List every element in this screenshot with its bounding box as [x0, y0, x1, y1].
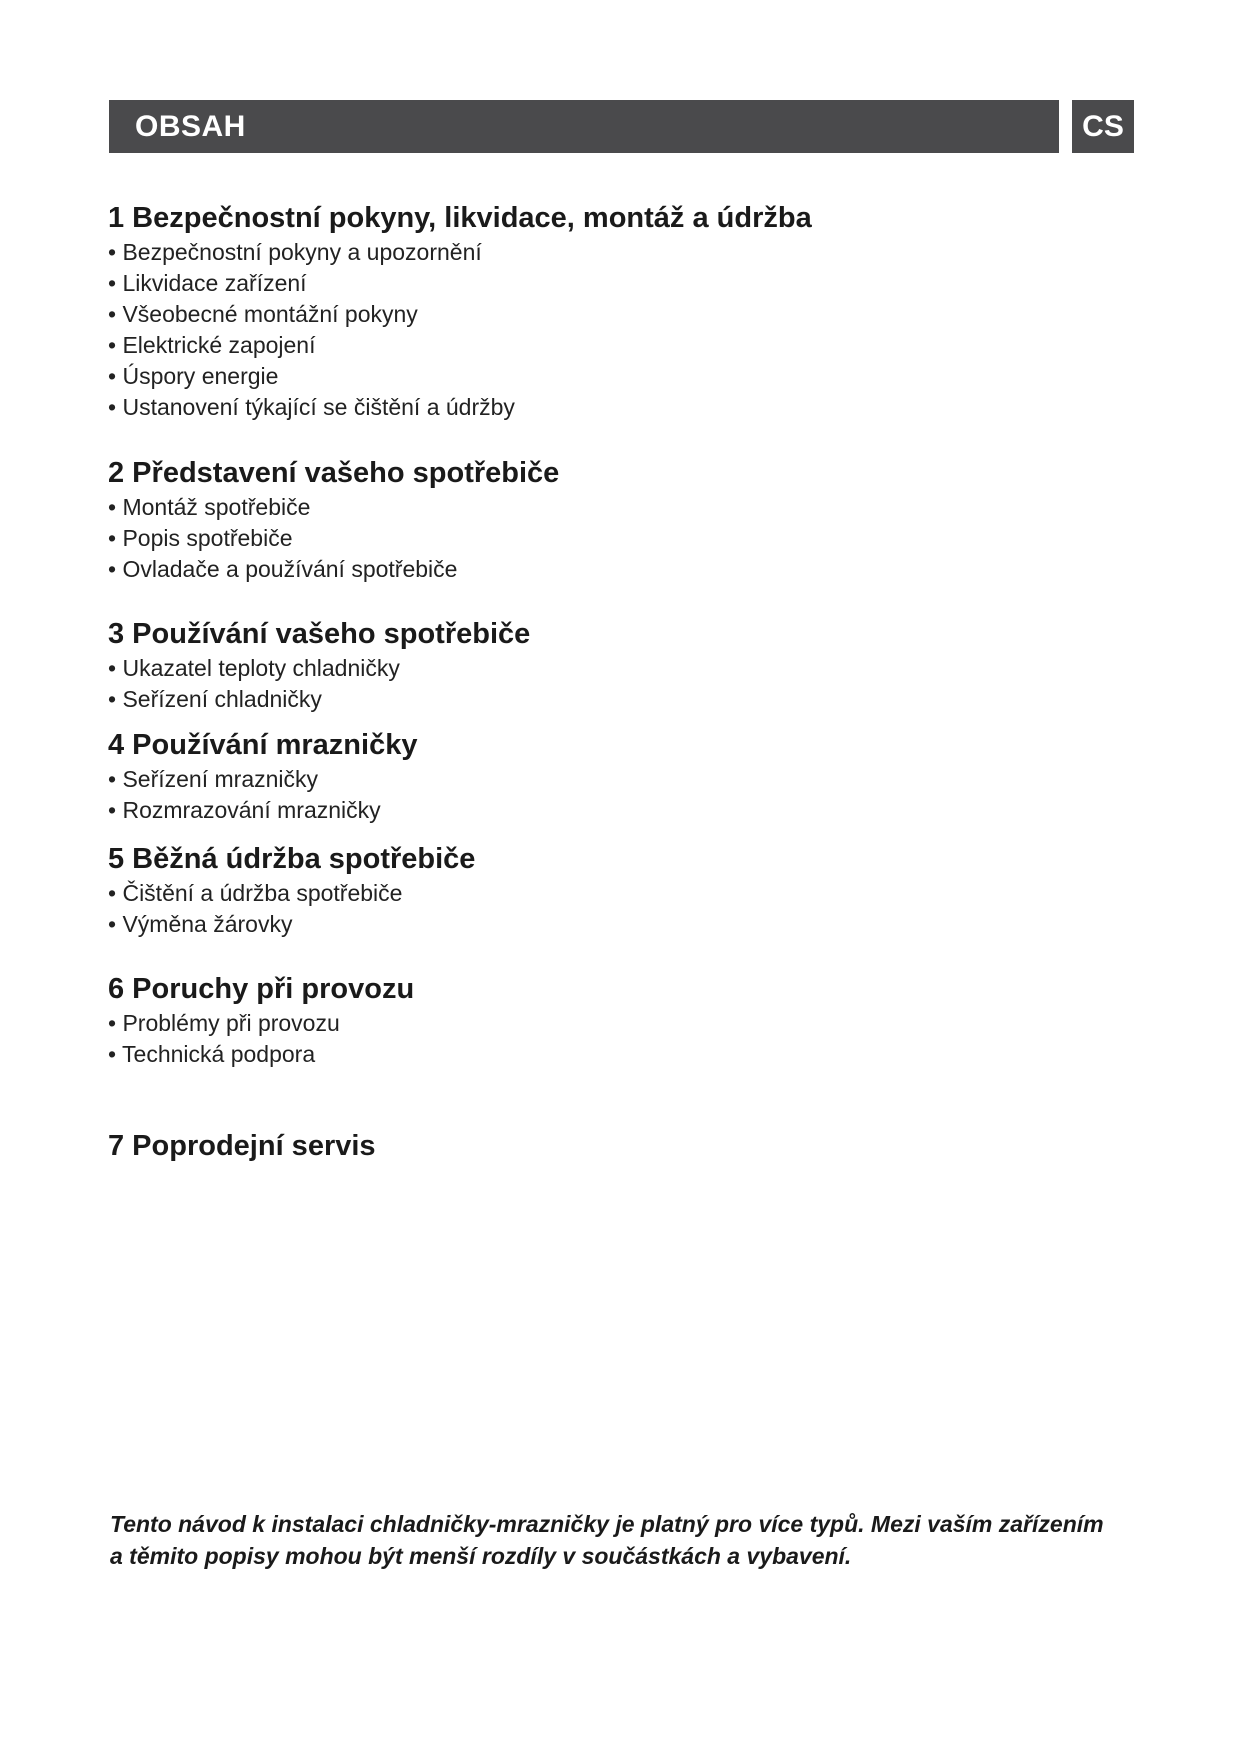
toc-section-1: [108, 201, 812, 423]
list-item: • Ukazatel teploty chladničky: [108, 653, 530, 684]
language-badge: CS: [1072, 100, 1134, 153]
header-bar: [109, 100, 1059, 153]
list-item: • Výměna žárovky: [108, 909, 475, 940]
list-item: • Úspory energie: [108, 361, 812, 392]
list-item: • Elektrické zapojení: [108, 330, 812, 361]
list-item: • Problémy při provozu: [108, 1008, 414, 1039]
list-item: • Likvidace zařízení: [108, 268, 812, 299]
toc-section-2: [108, 456, 559, 585]
footer-note-line: a těmito popisy mohou být menší rozdíly v součástkách a vybavení.: [110, 1543, 852, 1569]
list-item: • Bezpečnostní pokyny a upozornění: [108, 237, 812, 268]
section-heading: 1 Bezpečnostní pokyny, likvidace, montáž a údržba: [108, 202, 812, 234]
list-item: • Všeobecné montážní pokyny: [108, 299, 812, 330]
footer-note: [110, 1508, 1140, 1572]
section-heading: 6 Poruchy při provozu: [108, 973, 415, 1005]
toc-section-7: [108, 1129, 376, 1163]
list-item: • Technická podpora: [108, 1039, 414, 1070]
toc-section-5: [108, 842, 475, 940]
section-heading: 2 Představení vašeho spotřebiče: [108, 457, 560, 489]
list-item: • Seřízení chladničky: [108, 684, 530, 715]
section-heading: 7 Poprodejní servis: [108, 1130, 376, 1162]
toc-section-6: [108, 972, 414, 1070]
list-item: • Popis spotřebiče: [108, 523, 559, 554]
list-item: • Čištění a údržba spotřebiče: [108, 878, 475, 909]
section-heading: 3 Používání vašeho spotřebiče: [108, 618, 531, 650]
footer-note-line: Tento návod k instalaci chladničky-mrazničky je platný pro více typů. Mezi vaším zařízením: [110, 1511, 1104, 1537]
section-heading: 4 Používání mrazničky: [108, 729, 418, 761]
toc-section-4: [108, 728, 417, 826]
toc-section-3: [108, 617, 530, 715]
list-item: • Ustanovení týkající se čištění a údržby: [108, 392, 812, 423]
list-item: • Montáž spotřebiče: [108, 492, 559, 523]
list-item: • Rozmrazování mrazničky: [108, 795, 417, 826]
section-heading: 5 Běžná údržba spotřebiče: [108, 843, 476, 875]
list-item: • Ovladače a používání spotřebiče: [108, 554, 559, 585]
list-item: • Seřízení mrazničky: [108, 764, 417, 795]
page-title: OBSAH: [135, 109, 246, 143]
